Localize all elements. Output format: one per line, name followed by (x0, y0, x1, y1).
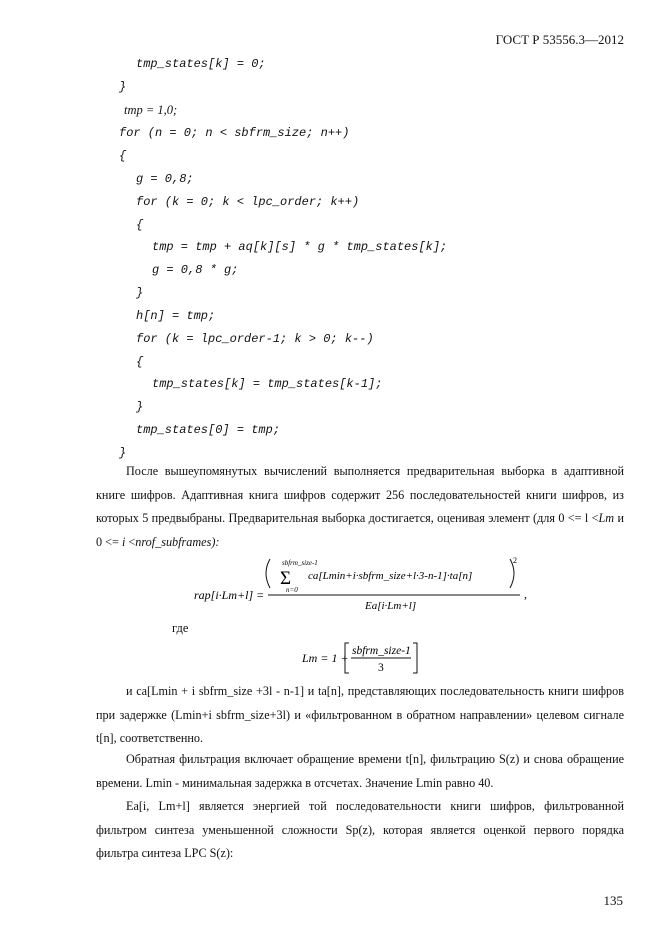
power: 2 (513, 556, 517, 565)
left-paren (266, 559, 270, 588)
var-nrof: nrof_subframes): (135, 534, 220, 549)
lt-sign: < (125, 534, 136, 549)
paragraph-backfilter (96, 748, 624, 795)
code-line: { (136, 218, 144, 232)
sum-body: ca[Lmin+i·sbfrm_size+l·3-n-1]·ta[n] (308, 570, 473, 582)
code-line: } (136, 286, 144, 300)
where-label: где (172, 621, 189, 635)
formula-rap (190, 556, 535, 614)
formula-lm (300, 640, 425, 676)
code-line: tmp = 1,0; (124, 103, 178, 117)
code-line: tmp_states[0] = tmp; (136, 423, 281, 437)
paragraph-text: После вышеупомянутых вычислений выполняется предварительная выборка в адаптивной книге шифров. Адаптивная книга шифров содержит 256 последовательностей книги шифров, из которых 5 предвыбраны. Предварительная выборка достигается, оценивая элемент (для 0 <= l < (96, 464, 624, 525)
formula2-lhs: Lm = 1 + (302, 651, 349, 665)
code-line: { (136, 355, 144, 369)
code-line: g = 0,8; (136, 172, 194, 186)
trailing-comma: , (524, 587, 527, 601)
code-line: } (119, 446, 127, 460)
paragraph-signals (96, 680, 624, 751)
var-lm: Lm (598, 511, 615, 525)
var-i: i (121, 534, 126, 549)
code-line: tmp = tmp + aq[k][s] * g * tmp_states[k]; (152, 240, 448, 254)
paragraph-text: Ea[i, Lm+l] является энергией той последовательности книги шифров, фильтрованной фильтром синтеза уменьшенной сложности Sp(z), которая является оценкой первого порядка фильтра синтеза LPC S(z): (96, 799, 624, 860)
page-header: ГОСТ Р 53556.3—2012 (495, 32, 624, 47)
code-line: for (k = lpc_order-1; k > 0; k--) (136, 332, 374, 346)
code-line: tmp_states[k] = tmp_states[k-1]; (152, 377, 383, 391)
code-line: for (n = 0; n < sbfrm_size; n++) (119, 126, 350, 140)
sigma-sign: Σ (280, 568, 292, 589)
paragraph-text: и ca[Lmin + i sbfrm_size +3l - n-1] и ta[n], представляющих последовательность книги шифров при задержке (Lmin+i sbfrm_size+3l) и «фильтрованном в обратном направлении» целевом сигнале t[n], соответственно. (96, 684, 624, 745)
page-number: 135 (603, 893, 623, 908)
and-word: и 0 <= (96, 511, 624, 549)
code-line: tmp_states[k] = 0; (136, 57, 266, 71)
code-line: h[n] = tmp; (136, 309, 216, 323)
paragraph-energy (96, 795, 624, 866)
code-line: } (136, 400, 144, 414)
right-bracket (413, 643, 417, 673)
formula-lhs: rap[i·Lm+l] = (194, 588, 265, 602)
code-line: } (119, 80, 127, 94)
paragraph-preselection (96, 460, 624, 554)
code-line: g = 0,8 * g; (152, 263, 239, 277)
sum-lower: n=0 (286, 586, 298, 594)
formula2-numerator: sbfrm_size-1 (352, 645, 411, 657)
formula2-denominator: 3 (378, 662, 384, 674)
denominator: Ea[i·Lm+l] (365, 600, 417, 612)
code-line: for (k = 0; k < lpc_order; k++) (136, 195, 360, 209)
sum-upper: sbfrm_size-1 (282, 559, 318, 567)
paragraph-text: Обратная фильтрация включает обращение времени t[n], фильтрацию S(z) и снова обращение времени. Lmin - минимальная задержка в отсчетах. Значение Lmin равно 40. (96, 752, 624, 790)
code-line: { (119, 149, 127, 163)
